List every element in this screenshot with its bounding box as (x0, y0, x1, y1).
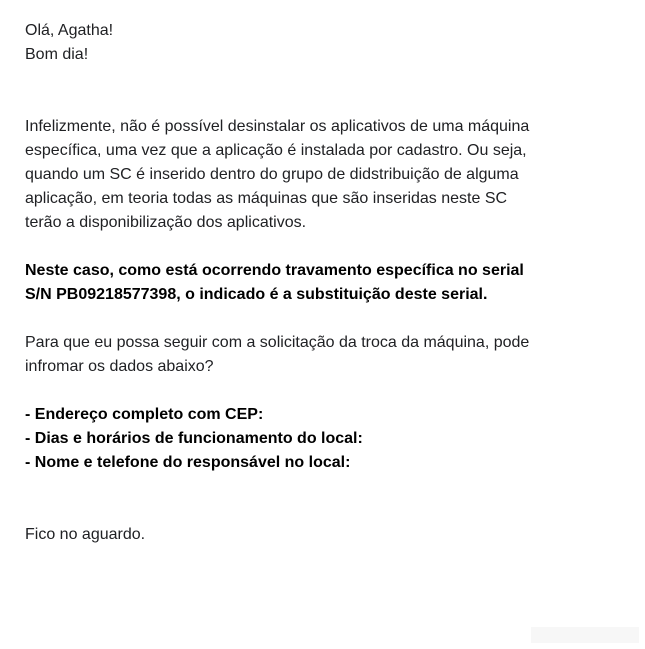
intro-line: aplicação, em teoria todas as máquinas que são inseridas neste SC (25, 190, 508, 207)
highlight-line: Neste caso, como está ocorrendo travamento específica no serial (25, 262, 524, 279)
checklist-item: - Dias e horários de funcionamento do local: (25, 430, 363, 447)
intro-line: específica, uma vez que a aplicação é instalada por cadastro. Ou seja, (25, 142, 527, 159)
highlight-paragraph (25, 259, 625, 307)
intro-line: terão a disponibilização dos aplicativos. (25, 214, 307, 231)
corner-shade (531, 627, 639, 643)
checklist-item: - Nome e telefone do responsável no local: (25, 454, 351, 471)
info-checklist (25, 403, 625, 475)
checklist-item: - Endereço completo com CEP: (25, 406, 264, 423)
closing-line: Fico no aguardo. (25, 526, 146, 543)
intro-line: quando um SC é inserido dentro do grupo de didstribuição de alguma (25, 166, 519, 183)
email-body (25, 19, 625, 547)
intro-line: Infelizmente, não é possível desinstalar os aplicativos de uma máquina (25, 118, 530, 135)
highlight-line: S/N PB09218577398, o indicado é a substituição deste serial. (25, 286, 488, 303)
greeting (25, 19, 625, 67)
request-paragraph (25, 331, 625, 379)
request-line: Para que eu possa seguir com a solicitação da troca da máquina, pode (25, 334, 530, 351)
greeting-line: Bom dia! (25, 46, 89, 63)
intro-paragraph (25, 115, 625, 235)
request-line: infromar os dados abaixo? (25, 358, 214, 375)
greeting-line: Olá, Agatha! (25, 22, 114, 39)
